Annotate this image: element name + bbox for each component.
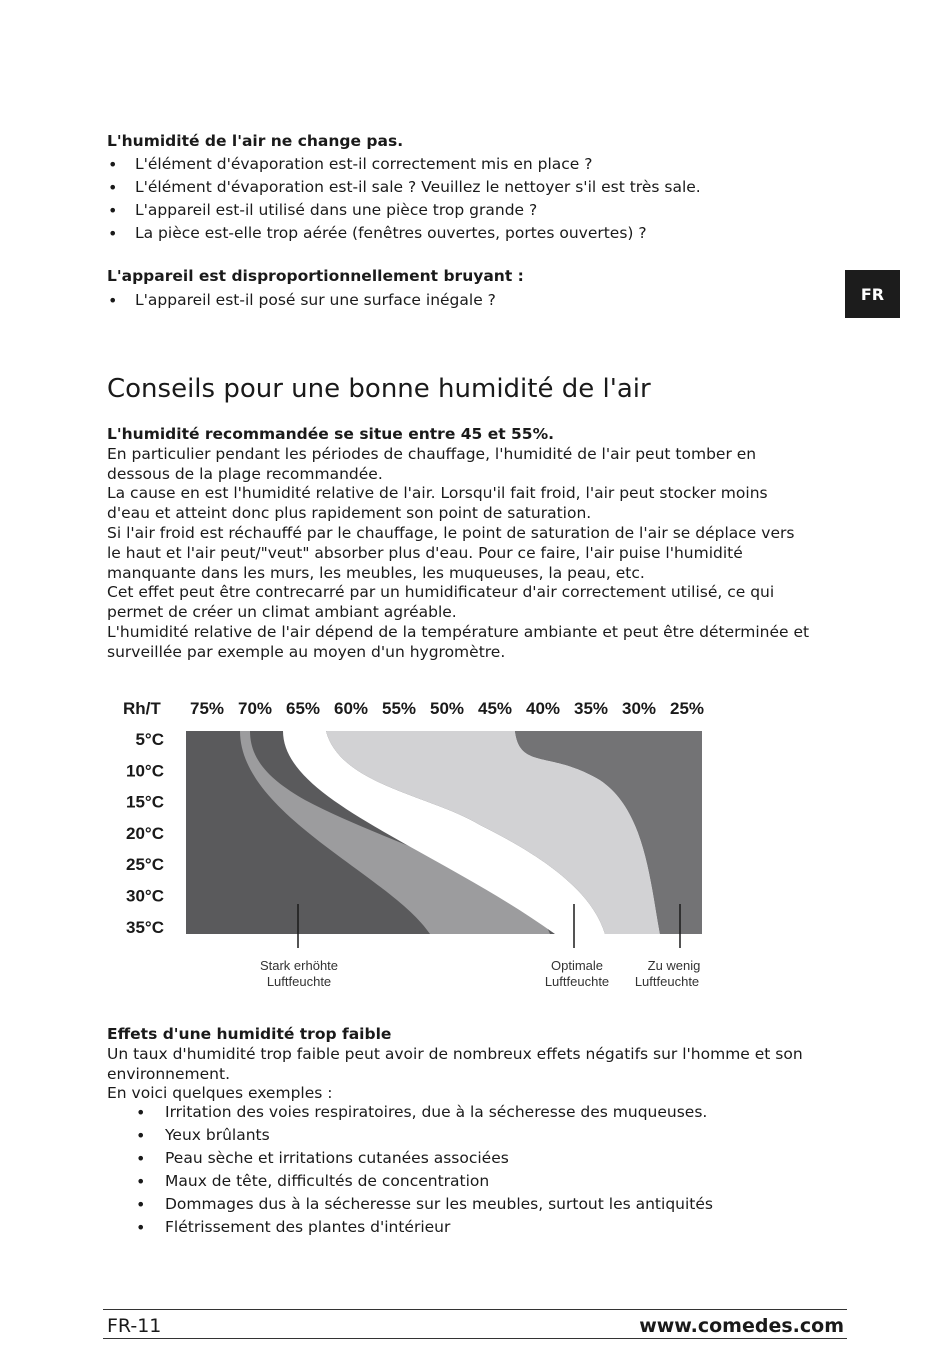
language-tab bbox=[845, 270, 900, 318]
marker-label-low-line1: Zu wenig bbox=[647, 958, 701, 973]
row-label: 30°C bbox=[126, 886, 164, 906]
footer-divider-top bbox=[103, 1309, 847, 1310]
column-labels bbox=[190, 699, 704, 718]
column-label: 25% bbox=[669, 699, 705, 718]
row-label: 20°C bbox=[126, 823, 164, 843]
list-item: • La pièce est-elle trop aérée (fenêtres ouvertes, portes ouvertes) ? bbox=[108, 224, 647, 243]
column-label: 75% bbox=[189, 699, 225, 718]
list-item: • Yeux brûlants bbox=[136, 1126, 270, 1145]
effects-line: En voici quelques exemples : bbox=[107, 1084, 333, 1103]
marker-label-optimal-line1: Optimale bbox=[550, 958, 604, 973]
tips-line: manquante dans les murs, les meubles, les muqueuses, la peau, etc. bbox=[107, 563, 645, 582]
website-url: www.comedes.com bbox=[639, 1315, 844, 1337]
row-label: 10°C bbox=[126, 761, 164, 781]
language-tab-label: FR bbox=[860, 284, 885, 304]
section-heading-humidity-unchanged: L'humidité de l'air ne change pas. bbox=[107, 132, 404, 150]
list-item: • Peau sèche et irritations cutanées associées bbox=[136, 1149, 509, 1168]
column-label: 50% bbox=[429, 699, 465, 718]
effects-line: Un taux d'humidité trop faible peut avoir de nombreux effets négatifs sur l'homme et son bbox=[107, 1044, 803, 1063]
column-label: 65% bbox=[285, 699, 321, 718]
list-item: • Dommages dus à la sécheresse sur les meubles, surtout les antiquités bbox=[136, 1195, 713, 1214]
tips-line: En particulier pendant les périodes de chauffage, l'humidité de l'air peut tomber en bbox=[107, 444, 757, 463]
chart-corner-label: Rh/T bbox=[123, 699, 161, 718]
list-item: • Maux de tête, difficultés de concentration bbox=[136, 1172, 490, 1191]
row-label: 35°C bbox=[126, 917, 164, 937]
list-item: • L'élément d'évaporation est-il correctement mis en place ? bbox=[108, 155, 593, 174]
column-label: 55% bbox=[381, 699, 417, 718]
tips-line: Si l'air froid est réchauffé par le chauffage, le point de saturation de l'air se déplace vers bbox=[107, 523, 795, 542]
tips-line: L'humidité relative de l'air dépend de la température ambiante et peut être déterminée et bbox=[107, 622, 810, 641]
list-item: • L'appareil est-il utilisé dans une pièce trop grande ? bbox=[108, 201, 538, 220]
low-humidity-effects bbox=[107, 1025, 867, 1104]
column-label: 35% bbox=[573, 699, 609, 718]
section-title: Conseils pour une bonne humidité de l'air bbox=[107, 374, 651, 404]
humidity-temperature-chart bbox=[100, 690, 740, 1000]
footer-divider-bottom bbox=[103, 1338, 847, 1339]
effects-line: environnement. bbox=[107, 1064, 231, 1083]
column-label: 60% bbox=[333, 699, 369, 718]
tips-line: permet de créer un climat ambiant agréable. bbox=[107, 603, 457, 622]
tips-paragraph bbox=[107, 425, 867, 663]
column-label: 70% bbox=[237, 699, 273, 718]
list-item: • Irritation des voies respiratoires, due à la sécheresse des muqueuses. bbox=[136, 1103, 708, 1122]
zone-marker-labels bbox=[260, 958, 700, 989]
marker-label-low-line2: Luftfeuchte bbox=[634, 974, 700, 989]
row-label: 15°C bbox=[126, 792, 164, 812]
list-item: • L'appareil est-il posé sur une surface inégale ? bbox=[108, 291, 496, 310]
marker-label-optimal-line2: Luftfeuchte bbox=[544, 974, 610, 989]
tips-line: le haut et l'air peut/"veut" absorber plus d'eau. Pour ce faire, l'air puise l'humidité bbox=[107, 543, 743, 562]
tips-line: surveillée par exemple au moyen d'un hygromètre. bbox=[107, 642, 506, 661]
humidity-zones bbox=[186, 731, 702, 934]
column-label: 45% bbox=[477, 699, 513, 718]
tips-line: d'eau et atteint donc plus rapidement son point de saturation. bbox=[107, 504, 592, 523]
column-label: 30% bbox=[621, 699, 657, 718]
page-number: FR-11 bbox=[107, 1315, 162, 1337]
marker-label-high-line1: Stark erhöhte bbox=[259, 958, 339, 973]
list-item: • Flétrissement des plantes d'intérieur bbox=[136, 1218, 451, 1237]
row-label: 25°C bbox=[126, 855, 164, 875]
marker-label-high-line2: Luftfeuchte bbox=[266, 974, 332, 989]
list-item: • L'élément d'évaporation est-il sale ? Veuillez le nettoyer s'il est très sale. bbox=[108, 178, 701, 197]
row-label: 5°C bbox=[135, 730, 164, 749]
tips-line: La cause en est l'humidité relative de l'air. Lorsqu'il fait froid, l'air peut stocker moins bbox=[107, 484, 768, 503]
section-heading-low-humidity: Effets d'une humidité trop faible bbox=[107, 1025, 392, 1043]
tips-line: Cet effet peut être contrecarré par un humidificateur d'air correctement utilisé, ce qui bbox=[107, 583, 775, 602]
section-heading-noisy-device: L'appareil est disproportionnellement bruyant : bbox=[107, 267, 524, 285]
tips-lead: L'humidité recommandée se situe entre 45 et 55%. bbox=[107, 425, 554, 443]
column-label: 40% bbox=[525, 699, 561, 718]
tips-line: dessous de la plage recommandée. bbox=[107, 464, 383, 483]
row-labels bbox=[126, 730, 164, 937]
